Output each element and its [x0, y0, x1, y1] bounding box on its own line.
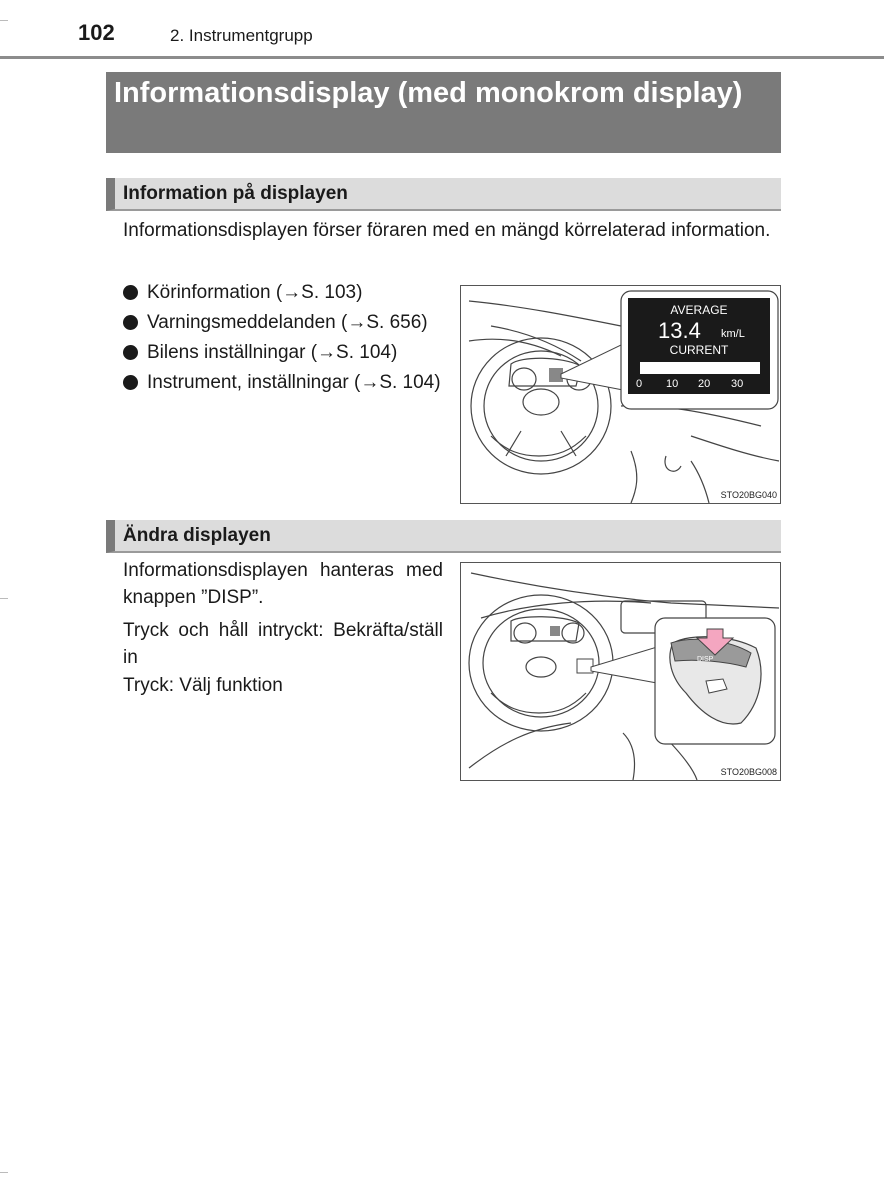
page-number: 102: [78, 20, 115, 45]
header-rule: [0, 56, 884, 59]
press-paragraph: Tryck: Välj funktion: [123, 675, 283, 696]
figure-code: STO20BG008: [720, 767, 777, 777]
bullet-icon: [123, 285, 138, 300]
bullet-text: Bilens inställningar (→S. 104): [147, 342, 398, 363]
display-scale-tick: 30: [731, 378, 744, 390]
monochrome-display: [628, 298, 770, 394]
display-label-current: CURRENT: [669, 343, 729, 357]
hold-paragraph: Tryck och håll intryckt: Bekräfta/ställ in: [123, 620, 443, 668]
bullet-text: Varningsmeddelanden (→S. 656): [147, 312, 428, 333]
intro-paragraph: Informationsdisplayen förser föraren med en mängd körrelaterad information.: [123, 220, 771, 241]
display-scale-tick: 20: [698, 378, 711, 390]
chapter-title: 2. Instrumentgrupp: [170, 26, 313, 45]
list-item: [123, 308, 453, 337]
list-item: [123, 338, 453, 367]
disp-button-label: DISP: [697, 656, 714, 663]
figure-disp-button: [460, 562, 781, 781]
section-heading-change-display: Ändra displayen: [106, 520, 781, 553]
display-unit: km/L: [721, 328, 745, 340]
display-label-average: AVERAGE: [670, 303, 728, 317]
display-scale-tick: 0: [636, 378, 643, 390]
figure-code: STO20BG040: [720, 490, 777, 500]
list-item: [123, 368, 453, 397]
bullet-text: Körinformation (→S. 103): [147, 282, 363, 303]
bullet-list: [123, 278, 453, 398]
crop-mark: [0, 598, 8, 599]
crop-mark: [0, 1172, 8, 1173]
list-item: [123, 278, 453, 307]
section-heading-information: Information på displayen: [106, 178, 781, 211]
display-bar: [640, 362, 760, 374]
bullet-icon: [123, 315, 138, 330]
steering-wheel-illustration: [461, 563, 780, 780]
bullet-text: Instrument, inställningar (→S. 104): [147, 372, 441, 393]
display-value: 13.4: [658, 318, 701, 343]
bullet-icon: [123, 345, 138, 360]
page-title: Informationsdisplay (med monokrom display): [106, 72, 781, 153]
bullet-icon: [123, 375, 138, 390]
figure-dashboard-display: [460, 285, 781, 504]
display-scale-tick: 10: [666, 378, 679, 390]
crop-mark: [0, 20, 8, 21]
disp-paragraph: Informationsdisplayen hanteras med knappen ”DISP”.: [123, 560, 443, 608]
